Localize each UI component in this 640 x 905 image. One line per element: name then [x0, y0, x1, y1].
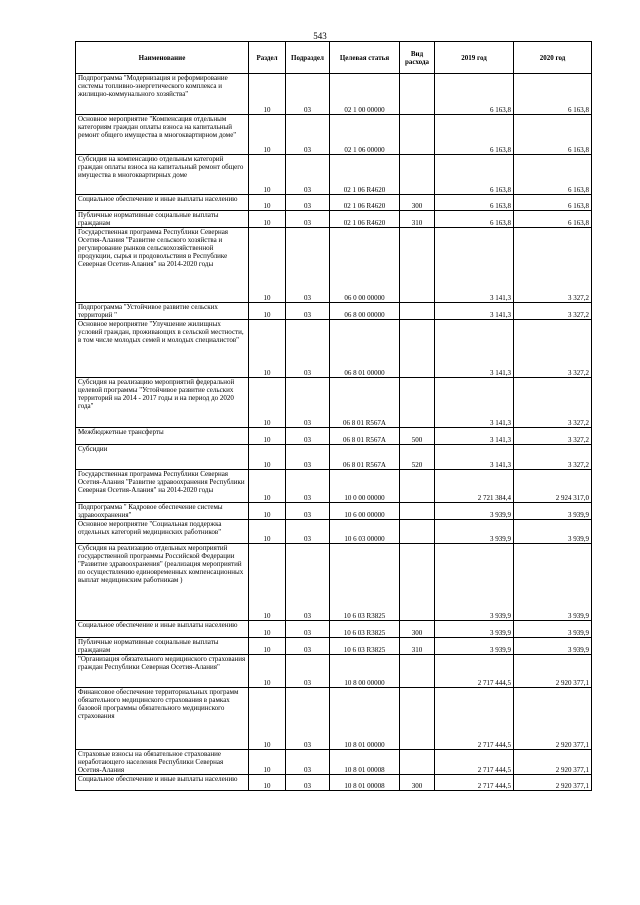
row-amount-2020: 2 924 317,0	[514, 470, 592, 503]
row-amount-2020: 3 939,9	[514, 520, 592, 544]
row-subsection: 03	[286, 428, 330, 445]
row-name: Подпрограмма "Модернизация и реформирование системы топливно-энергетического комплекса и жилищно-коммунального хозяйства"	[76, 74, 249, 115]
row-subsection: 03	[286, 228, 330, 303]
row-section: 10	[249, 228, 286, 303]
row-expense: 500	[400, 428, 435, 445]
row-expense	[400, 320, 435, 378]
row-name: Публичные нормативные социальные выплаты гражданам	[76, 638, 249, 655]
row-target: 10 6 03 R3825	[330, 621, 400, 638]
row-section: 10	[249, 638, 286, 655]
row-section: 10	[249, 750, 286, 775]
row-amount-2020: 2 920 377,1	[514, 688, 592, 750]
row-amount-2019: 3 939,9	[435, 621, 514, 638]
row-subsection: 03	[286, 775, 330, 791]
row-expense	[400, 470, 435, 503]
row-name: Основное мероприятие "Улучшение жилищных условий граждан, проживающих в сельской местности, в том числе молодых семей и молодых специалистов"	[76, 320, 249, 378]
row-expense	[400, 115, 435, 155]
row-amount-2019: 3 939,9	[435, 638, 514, 655]
header-2020: 2020 год	[514, 42, 592, 74]
row-expense	[400, 503, 435, 520]
row-expense	[400, 303, 435, 320]
row-amount-2020: 3 939,9	[514, 503, 592, 520]
header-expense: Вид расхода	[400, 42, 435, 74]
row-expense	[400, 544, 435, 621]
row-section: 10	[249, 775, 286, 791]
row-amount-2020: 3 939,9	[514, 638, 592, 655]
row-amount-2020: 3 327,2	[514, 228, 592, 303]
row-subsection: 03	[286, 195, 330, 211]
row-amount-2020: 3 939,9	[514, 544, 592, 621]
table-row	[76, 520, 592, 544]
row-subsection: 03	[286, 520, 330, 544]
row-subsection: 03	[286, 445, 330, 470]
row-expense: 300	[400, 195, 435, 211]
header-name: Наименование	[76, 42, 249, 74]
row-name: Подпрограмма "Устойчивое развитие сельских территорий "	[76, 303, 249, 320]
row-section: 10	[249, 155, 286, 195]
row-amount-2020: 6 163,8	[514, 155, 592, 195]
header-subsection: Подраздел	[286, 42, 330, 74]
row-amount-2019: 2 717 444,5	[435, 750, 514, 775]
row-target: 10 6 03 00000	[330, 520, 400, 544]
row-name: Социальное обеспечение и иные выплаты населению	[76, 195, 249, 211]
row-amount-2020: 3 327,2	[514, 320, 592, 378]
row-amount-2019: 6 163,8	[435, 155, 514, 195]
row-amount-2019: 3 141,3	[435, 445, 514, 470]
row-amount-2020: 6 163,8	[514, 115, 592, 155]
table-row	[76, 428, 592, 445]
row-section: 10	[249, 74, 286, 115]
row-section: 10	[249, 378, 286, 428]
row-subsection: 03	[286, 544, 330, 621]
row-subsection: 03	[286, 74, 330, 115]
row-section: 10	[249, 195, 286, 211]
table-row	[76, 195, 592, 211]
row-amount-2020: 6 163,8	[514, 74, 592, 115]
row-expense: 310	[400, 638, 435, 655]
row-amount-2019: 2 717 444,5	[435, 688, 514, 750]
row-section: 10	[249, 320, 286, 378]
row-amount-2019: 3 141,3	[435, 378, 514, 428]
row-subsection: 03	[286, 320, 330, 378]
row-amount-2020: 6 163,8	[514, 195, 592, 211]
row-subsection: 03	[286, 115, 330, 155]
row-amount-2019: 3 141,3	[435, 320, 514, 378]
table-row	[76, 155, 592, 195]
row-amount-2019: 2 721 384,4	[435, 470, 514, 503]
row-name: Государственная программа Республики Северная Осетия-Алания "Развитие сельского хозяйства и регулирование рынков сельскохозяйственной продукции, сырья и продовольствия в Республике Северная Осетия-Алания" на 2014-2020 годы	[76, 228, 249, 303]
row-amount-2019: 3 939,9	[435, 544, 514, 621]
row-target: 10 8 01 00008	[330, 750, 400, 775]
row-name: Публичные нормативные социальные выплаты гражданам	[76, 211, 249, 228]
row-name: Субсидия на реализацию отдельных мероприятий государственной программы Российской Федерации "Развитие здравоохранения" (реализация мероприятий по осуществлению единовременных компенсационных выплат медицинским работникам )	[76, 544, 249, 621]
row-expense: 520	[400, 445, 435, 470]
row-amount-2020: 3 939,9	[514, 621, 592, 638]
row-subsection: 03	[286, 470, 330, 503]
row-name: Основное мероприятие "Компенсация отдельным категориям граждан оплаты взноса на капитальный ремонт общего имущества в многоквартирном доме"	[76, 115, 249, 155]
row-section: 10	[249, 211, 286, 228]
row-target: 10 6 03 R3825	[330, 544, 400, 621]
row-expense	[400, 155, 435, 195]
row-target: 02 1 06 R4620	[330, 211, 400, 228]
row-amount-2019: 3 141,3	[435, 303, 514, 320]
row-name: Межбюджетные трансферты	[76, 428, 249, 445]
row-target: 10 8 00 00000	[330, 655, 400, 688]
row-section: 10	[249, 520, 286, 544]
row-amount-2019: 2 717 444,5	[435, 775, 514, 791]
row-target: 06 8 01 00000	[330, 320, 400, 378]
row-amount-2019: 3 141,3	[435, 228, 514, 303]
row-name: Страховые взносы на обязательное страхование неработающего населения Республики Северная Осетия-Алания	[76, 750, 249, 775]
row-subsection: 03	[286, 621, 330, 638]
table-row	[76, 211, 592, 228]
row-target: 02 1 06 00000	[330, 115, 400, 155]
row-name: Социальное обеспечение и иные выплаты населению	[76, 775, 249, 791]
row-expense	[400, 520, 435, 544]
table-row	[76, 378, 592, 428]
table-row	[76, 621, 592, 638]
row-target: 06 8 01 R567A	[330, 445, 400, 470]
table-row	[76, 228, 592, 303]
row-target: 02 1 00 00000	[330, 74, 400, 115]
row-target: 06 8 00 00000	[330, 303, 400, 320]
table-row	[76, 470, 592, 503]
row-section: 10	[249, 303, 286, 320]
row-target: 10 6 03 R3825	[330, 638, 400, 655]
row-expense: 300	[400, 775, 435, 791]
row-target: 10 0 00 00000	[330, 470, 400, 503]
table-row	[76, 775, 592, 791]
row-section: 10	[249, 621, 286, 638]
row-subsection: 03	[286, 303, 330, 320]
budget-table	[75, 41, 592, 791]
row-section: 10	[249, 503, 286, 520]
row-expense	[400, 228, 435, 303]
table-row	[76, 74, 592, 115]
row-target: 02 1 06 R4620	[330, 155, 400, 195]
row-section: 10	[249, 544, 286, 621]
row-amount-2019: 3 939,9	[435, 503, 514, 520]
row-name: Подпрограмма " Кадровое обеспечение системы здравоохранения"	[76, 503, 249, 520]
row-amount-2019: 3 141,3	[435, 428, 514, 445]
row-name: Финансовое обеспечение территориальных программ обязательного медицинского страхования в рамках базовой программы обязательного медицинского страхования	[76, 688, 249, 750]
table-row	[76, 544, 592, 621]
table-body	[76, 74, 592, 791]
row-target: 10 6 00 00000	[330, 503, 400, 520]
row-amount-2020: 2 920 377,1	[514, 655, 592, 688]
row-amount-2020: 3 327,2	[514, 445, 592, 470]
table-header	[76, 42, 592, 74]
row-target: 06 8 01 R567A	[330, 378, 400, 428]
header-2019: 2019 год	[435, 42, 514, 74]
table-row	[76, 638, 592, 655]
row-expense	[400, 655, 435, 688]
row-expense: 310	[400, 211, 435, 228]
row-expense: 300	[400, 621, 435, 638]
row-subsection: 03	[286, 688, 330, 750]
row-section: 10	[249, 688, 286, 750]
page-number: 543	[313, 31, 327, 41]
row-name: Основное мероприятие "Социальная поддержка отдельных категорий медицинских работников"	[76, 520, 249, 544]
row-subsection: 03	[286, 638, 330, 655]
row-expense	[400, 688, 435, 750]
row-section: 10	[249, 445, 286, 470]
row-target: 10 8 01 00000	[330, 688, 400, 750]
row-target: 02 1 06 R4620	[330, 195, 400, 211]
row-section: 10	[249, 655, 286, 688]
row-amount-2019: 6 163,8	[435, 211, 514, 228]
table-row	[76, 750, 592, 775]
row-subsection: 03	[286, 503, 330, 520]
header-section: Раздел	[249, 42, 286, 74]
row-amount-2019: 6 163,8	[435, 195, 514, 211]
row-section: 10	[249, 428, 286, 445]
row-amount-2019: 3 939,9	[435, 520, 514, 544]
row-expense	[400, 378, 435, 428]
row-expense	[400, 750, 435, 775]
table-row	[76, 115, 592, 155]
table-row	[76, 503, 592, 520]
table-row	[76, 655, 592, 688]
row-amount-2020: 3 327,2	[514, 378, 592, 428]
table-row	[76, 303, 592, 320]
table-row	[76, 445, 592, 470]
row-subsection: 03	[286, 655, 330, 688]
row-target: 06 8 01 R567A	[330, 428, 400, 445]
row-amount-2020: 2 920 377,1	[514, 750, 592, 775]
row-subsection: 03	[286, 750, 330, 775]
row-target: 06 0 00 00000	[330, 228, 400, 303]
row-amount-2019: 6 163,8	[435, 115, 514, 155]
header-target: Целевая статья	[330, 42, 400, 74]
table-row	[76, 688, 592, 750]
row-target: 10 8 01 00008	[330, 775, 400, 791]
row-section: 10	[249, 115, 286, 155]
row-subsection: 03	[286, 378, 330, 428]
row-name: "Организация обязательного медицинского страхования граждан Республики Северная Осетия-Алания"	[76, 655, 249, 688]
row-expense	[400, 74, 435, 115]
row-section: 10	[249, 470, 286, 503]
row-subsection: 03	[286, 155, 330, 195]
row-name: Социальное обеспечение и иные выплаты населению	[76, 621, 249, 638]
row-amount-2020: 3 327,2	[514, 303, 592, 320]
table-row	[76, 320, 592, 378]
row-subsection: 03	[286, 211, 330, 228]
row-amount-2020: 3 327,2	[514, 428, 592, 445]
row-name: Субсидия на компенсацию отдельным категорий граждан оплаты взноса на капитальный ремонт общего имущества в многоквартирных доме	[76, 155, 249, 195]
row-name: Субсидия на реализацию мероприятий федеральной целевой программы "Устойчивое развитие сельских территорий на 2014 - 2017 годы и на период до 2020 года"	[76, 378, 249, 428]
row-amount-2020: 2 920 377,1	[514, 775, 592, 791]
row-amount-2019: 2 717 444,5	[435, 655, 514, 688]
row-name: Субсидии	[76, 445, 249, 470]
row-amount-2020: 6 163,8	[514, 211, 592, 228]
row-name: Государственная программа Республики Северная Осетия-Алания "Развитие здравоохранения Республики Северная Осетия-Алания" на 2014-2020 годы	[76, 470, 249, 503]
row-amount-2019: 6 163,8	[435, 74, 514, 115]
